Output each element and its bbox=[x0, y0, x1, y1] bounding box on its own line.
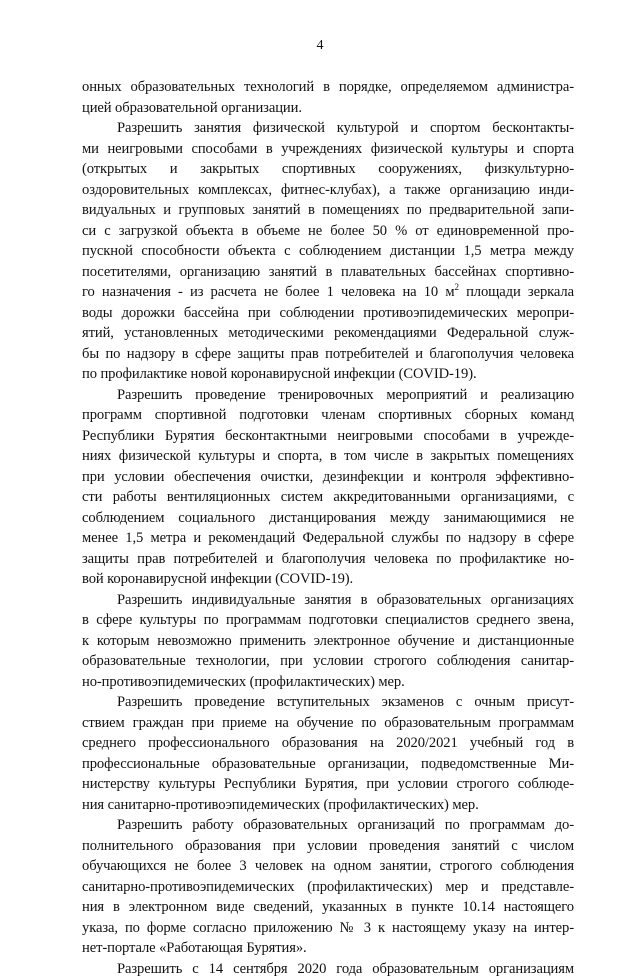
text-line: пускной способности объекта с соблюдением дистанции 1,5 метра между bbox=[82, 241, 574, 262]
text-line: вой коронавирусной инфекции (COVID-19). bbox=[82, 569, 574, 590]
text-line: Разрешить проведение вступительных экзаменов с очным присут- bbox=[82, 692, 574, 713]
text-line: Разрешить проведение тренировочных мероприятий и реализацию bbox=[82, 385, 574, 406]
paragraph bbox=[82, 77, 574, 118]
text-line: ниях физической культуры и спорта, в том числе в закрытых помещениях bbox=[82, 446, 574, 467]
paragraph bbox=[82, 385, 574, 590]
text-line: программ спортивной подготовки членам спортивных сборных команд bbox=[82, 405, 574, 426]
text-line: Разрешить работу образовательных организаций по программам до- bbox=[82, 815, 574, 836]
paragraph bbox=[82, 815, 574, 959]
text-line: санитарно-противоэпидемических (профилактических) мер и представле- bbox=[82, 877, 574, 898]
text-line: в сфере культуры по программам подготовки специалистов среднего звена, bbox=[82, 610, 574, 631]
text-line: при условии обеспечения очистки, дезинфекции и контроля эффективно- bbox=[82, 467, 574, 488]
text-line: Разрешить с 14 сентября 2020 года образовательным организациям bbox=[82, 959, 574, 979]
paragraph bbox=[82, 692, 574, 815]
text-line: ми неигровыми способами в учреждениях физической культуры и спорта bbox=[82, 139, 574, 160]
text-line: нет-портале «Работающая Бурятия». bbox=[82, 938, 574, 959]
document-body bbox=[82, 77, 574, 979]
text-line: соблюдением социального дистанцирования между занимающимися не bbox=[82, 508, 574, 529]
text-line: указа, по форме согласно приложению № 3 к настоящему указу на интер- bbox=[82, 918, 574, 939]
text-line: к которым невозможно применить электронное обучение и дистанционные bbox=[82, 631, 574, 652]
text-line: (открытых и закрытых спортивных сооружениях, физкультурно- bbox=[82, 159, 574, 180]
text-line: ятий, установленных методическими рекомендациями Федеральной служ- bbox=[82, 323, 574, 344]
text-line: нистерству культуры Республики Бурятия, при условии строгого соблюде- bbox=[82, 774, 574, 795]
text-line: профессиональные образовательные организации, подведомственные Ми- bbox=[82, 754, 574, 775]
text-line: бы по надзору в сфере защиты прав потребителей и благополучия человека bbox=[82, 344, 574, 365]
text-line: но-противоэпидемических (профилактических) мер. bbox=[82, 672, 574, 693]
text-line: Республики Бурятия бесконтактными неигровыми способами в учрежде- bbox=[82, 426, 574, 447]
text-line: Разрешить индивидуальные занятия в образовательных организациях bbox=[82, 590, 574, 611]
text-line: среднего профессионального образования на 2020/2021 учебный год в bbox=[82, 733, 574, 754]
paragraph bbox=[82, 959, 574, 979]
text-line: образовательные технологии, при условии строгого соблюдения санитар- bbox=[82, 651, 574, 672]
text-line: ния санитарно-противоэпидемических (профилактических) мер. bbox=[82, 795, 574, 816]
text-line: видуальных и групповых занятий в помещениях по предварительной запи- bbox=[82, 200, 574, 221]
text-line: онных образовательных технологий в порядке, определяемом администра- bbox=[82, 77, 574, 98]
text-line: ния в электронном виде сведений, указанных в пункте 10.14 настоящего bbox=[82, 897, 574, 918]
text-line: Разрешить занятия физической культурой и спортом бесконтакты- bbox=[82, 118, 574, 139]
text-line: обучающихся не более 3 человек на одном занятии, строгого соблюдения bbox=[82, 856, 574, 877]
page-number: 4 bbox=[0, 38, 640, 54]
text-line: сти работы вентиляционных систем аккредитованными организациями, с bbox=[82, 487, 574, 508]
paragraph bbox=[82, 118, 574, 385]
text-line: цией образовательной организации. bbox=[82, 98, 574, 119]
text-line: си с загрузкой объекта в объеме не более 50 % от единовременной про- bbox=[82, 221, 574, 242]
paragraph bbox=[82, 590, 574, 693]
text-line: защиты прав потребителей и благополучия человека по профилактике но- bbox=[82, 549, 574, 570]
text-line: воды дорожки бассейна при соблюдении противоэпидемических меропри- bbox=[82, 303, 574, 324]
text-line: полнительного образования при условии проведения занятий с числом bbox=[82, 836, 574, 857]
text-line: оздоровительных комплексах, фитнес-клубах), а также организацию инди- bbox=[82, 180, 574, 201]
text-line: ствием граждан при приеме на обучение по образовательным программам bbox=[82, 713, 574, 734]
text-line: менее 1,5 метра и рекомендаций Федеральной службы по надзору в сфере bbox=[82, 528, 574, 549]
text-line: по профилактике новой коронавирусной инфекции (COVID-19). bbox=[82, 364, 574, 385]
text-line: го назначения - из расчета не более 1 человека на 10 $м^2$ площади зеркала bbox=[82, 282, 574, 303]
text-line: посетителями, организацию занятий в плавательных бассейнах спортивно- bbox=[82, 262, 574, 283]
